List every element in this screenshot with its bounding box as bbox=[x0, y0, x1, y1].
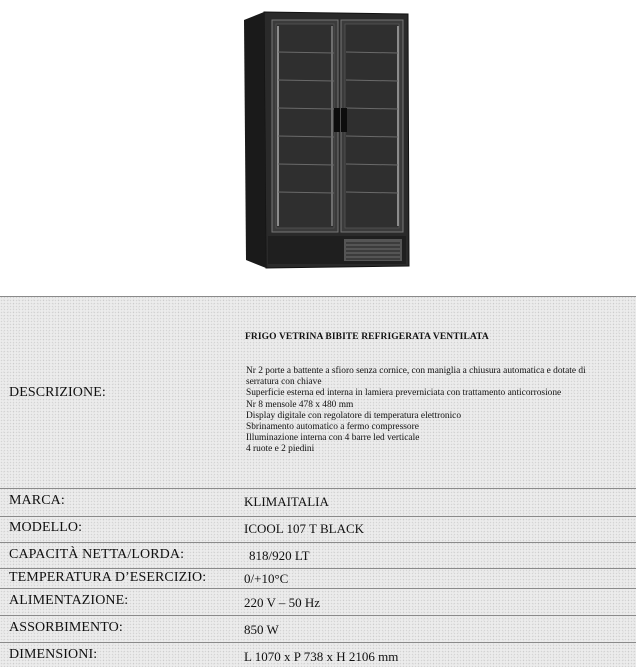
description-lines bbox=[246, 366, 630, 456]
spec-sheet bbox=[0, 296, 636, 667]
dimensions-label: DIMENSIONI: bbox=[9, 647, 98, 662]
description-line: Nr 2 porte a battente a sfioro senza cornice, con maniglia a chiusura automatica e dotate di bbox=[246, 366, 586, 376]
divider bbox=[0, 588, 636, 589]
description-line: 4 ruote e 2 piedini bbox=[246, 444, 315, 455]
description-line: Superficie esterna ed interna in lamiera preverniciata con trattamento anticorrosione bbox=[246, 388, 562, 399]
brand-label: MARCA: bbox=[9, 493, 65, 508]
divider bbox=[0, 568, 636, 569]
description-line: serratura con chiave bbox=[246, 377, 322, 388]
description-line: Illuminazione interna con 4 barre led verticale bbox=[246, 433, 420, 444]
model-value: ICOOL 107 T BLACK bbox=[244, 521, 365, 536]
divider bbox=[0, 488, 636, 489]
refrigerator-image bbox=[240, 8, 412, 274]
temperature-label: TEMPERATURA D’ESERCIZIO: bbox=[9, 570, 207, 585]
power-consumption-value: 850 W bbox=[244, 622, 279, 637]
brand-value: KLIMAITALIA bbox=[244, 494, 329, 509]
model-label: MODELLO: bbox=[9, 520, 83, 535]
description-line: Sbrinamento automatico a fermo compressore bbox=[246, 422, 419, 433]
temperature-value: 0/+10°C bbox=[244, 571, 289, 586]
capacity-value: 818/920 LT bbox=[249, 548, 310, 563]
product-photo-area bbox=[0, 0, 636, 296]
divider bbox=[0, 516, 636, 517]
divider bbox=[0, 642, 636, 643]
divider bbox=[0, 615, 636, 616]
refrigerator-showcase-icon bbox=[240, 8, 412, 274]
dimensions-value: L 1070 x P 738 x H 2106 mm bbox=[244, 649, 399, 664]
description-line: Nr 8 mensole 478 x 480 mm bbox=[246, 399, 354, 410]
power-supply-label: ALIMENTAZIONE: bbox=[9, 593, 129, 608]
description-label: DESCRIZIONE: bbox=[9, 385, 106, 400]
description-line: Display digitale con regolatore di temperatura elettronico bbox=[246, 410, 462, 421]
power-supply-value: 220 V – 50 Hz bbox=[244, 595, 321, 610]
description-title: FRIGO VETRINA BIBITE REFRIGERATA VENTILATA bbox=[245, 332, 489, 342]
divider bbox=[0, 296, 636, 297]
divider bbox=[0, 542, 636, 543]
power-consumption-label: ASSORBIMENTO: bbox=[9, 620, 123, 635]
capacity-label: CAPACITÀ NETTA/LORDA: bbox=[9, 547, 185, 562]
